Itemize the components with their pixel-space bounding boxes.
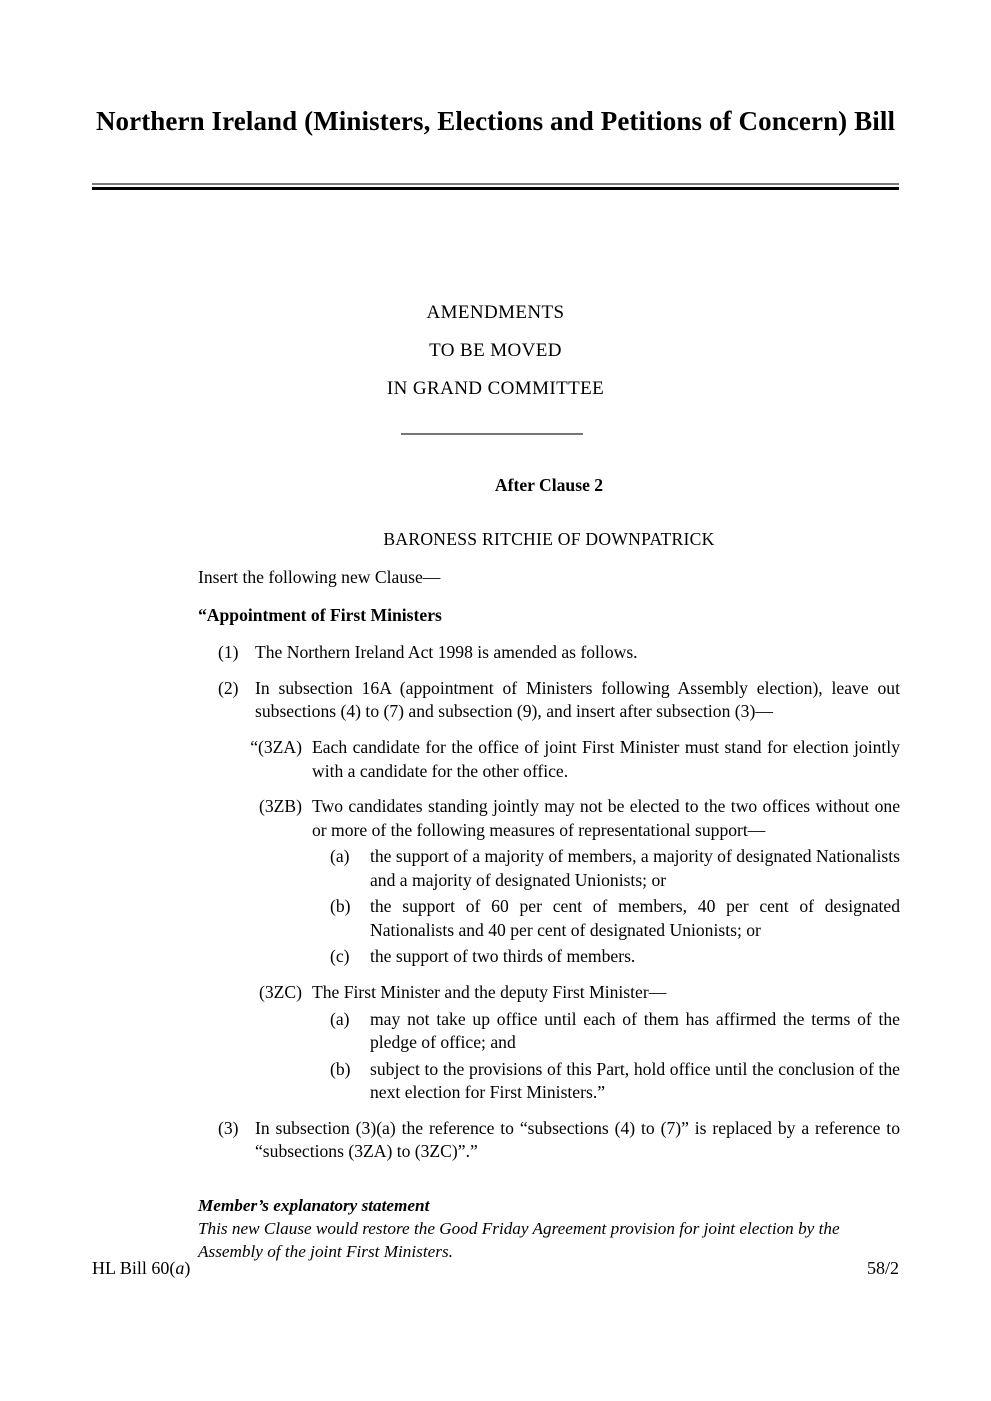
list-item xyxy=(198,895,900,942)
list-item-marker: (3ZB) xyxy=(259,796,302,817)
list-item xyxy=(198,736,900,783)
list-item-text: In subsection 16A (appointment of Ministers following Assembly election), leave out subsections (4) to (7) and subsection (9), and insert after subsection (3)— xyxy=(255,677,900,722)
title-divider-thin-line xyxy=(92,183,899,185)
clause-heading: After Clause 2 xyxy=(494,475,604,495)
list-item-text: Two candidates standing jointly may not be elected to the two offices without one or more of the following measures of representational support— xyxy=(312,796,900,840)
list-item xyxy=(198,1008,900,1055)
list-item xyxy=(198,981,900,1005)
heading-line-in-grand-committee: IN GRAND COMMITTEE xyxy=(386,378,605,399)
bill-number-prefix: HL Bill 60( xyxy=(92,1258,176,1278)
list-item xyxy=(198,945,900,969)
title-divider-thick-line xyxy=(92,187,899,190)
explanatory-statement xyxy=(198,1194,900,1263)
list-item-marker: (b) xyxy=(330,896,351,917)
page-title: Northern Ireland (Ministers, Elections and Petitions of Concern) Bill xyxy=(95,106,896,136)
list-item-text: may not take up office until each of them has affirmed the terms of the pledge of office; and xyxy=(370,1008,900,1053)
list-item-text: The First Minister and the deputy First Minister— xyxy=(312,982,667,1002)
list-item-text: the support of 60 per cent of members, 40 per cent of designated Nationalists and 40 per cent of designated Unionists; or xyxy=(370,896,900,940)
list-item xyxy=(198,795,900,842)
title-divider-rule xyxy=(92,183,899,190)
list-item xyxy=(198,1117,900,1164)
bill-number-suffix: ) xyxy=(184,1258,191,1278)
list-item xyxy=(198,677,900,724)
list-item-marker: (a) xyxy=(330,846,350,867)
list-item-marker: (a) xyxy=(330,1008,350,1029)
list-item-text: the support of two thirds of members. xyxy=(370,946,636,967)
list-item-text: the support of a majority of members, a majority of designated Nationalists and a majority of designated Unionists; or xyxy=(370,846,900,890)
bill-number xyxy=(92,1258,190,1279)
list-item xyxy=(198,845,900,892)
page-footer xyxy=(92,1258,899,1279)
sponsor-name: BARONESS RITCHIE OF DOWNPATRICK xyxy=(383,528,715,549)
list-item-marker: (2) xyxy=(218,677,239,698)
heading-line-amendments: AMENDMENTS xyxy=(426,302,565,323)
amendment-body xyxy=(198,474,900,1263)
list-item-marker: (b) xyxy=(330,1058,351,1079)
list-item-marker: (1) xyxy=(218,642,239,663)
amendments-heading-block xyxy=(92,303,899,398)
list-item-marker: (3ZC) xyxy=(259,982,302,1002)
explanatory-statement-title: Member’s explanatory statement xyxy=(198,1195,430,1215)
page-reference: 58/2 xyxy=(866,1258,899,1278)
list-item xyxy=(198,641,900,665)
heading-line-to-be-moved: TO BE MOVED xyxy=(429,340,562,361)
new-clause-title: “Appointment of First Ministers xyxy=(198,604,442,625)
list-item-text: In subsection (3)(a) the reference to “subsections (4) to (7)” is replaced by a reference to “subsections (3ZA) to (3ZC)”.” xyxy=(255,1117,900,1162)
list-item-marker: (3) xyxy=(218,1117,239,1138)
list-item-marker: (c) xyxy=(330,946,350,967)
list-item-text: subject to the provisions of this Part, hold office until the conclusion of the next election for First Ministers.” xyxy=(370,1058,900,1103)
list-item-text: Each candidate for the office of joint First Minister must stand for election jointly with a candidate for the other office. xyxy=(312,736,900,781)
list-item-text: The Northern Ireland Act 1998 is amended as follows. xyxy=(255,642,638,663)
lead-in-text: Insert the following new Clause— xyxy=(198,567,441,588)
bill-number-italic-letter: a xyxy=(175,1258,185,1278)
list-item-marker: “(3ZA) xyxy=(250,736,302,757)
explanatory-statement-text: This new Clause would restore the Good Friday Agreement provision for joint election by the Assembly of the joint First Ministers. xyxy=(198,1218,840,1262)
section-divider-rule xyxy=(401,433,583,435)
list-item xyxy=(198,1058,900,1105)
